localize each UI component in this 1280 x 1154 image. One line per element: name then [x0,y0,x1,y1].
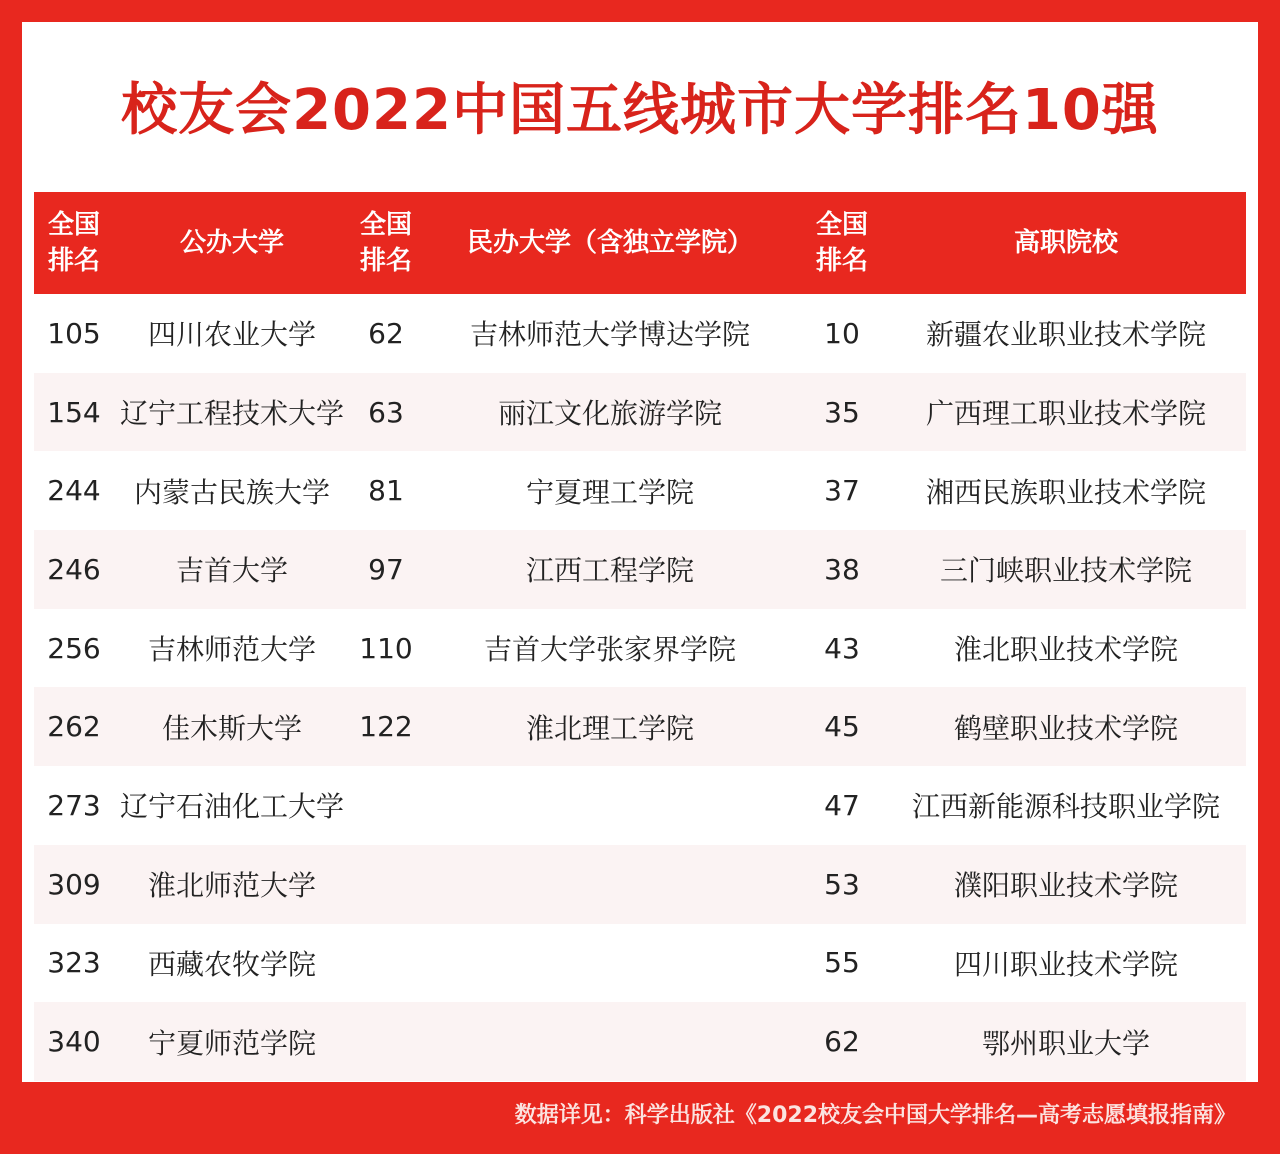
rank-vocational-cell: 47 [824,788,860,822]
rank-private-cell: 62 [368,316,404,350]
ranking-table [34,192,1246,1081]
source-footer: 数据详见：科学出版社《2022校友会中国大学排名—高考志愿填报指南》 [514,1103,1236,1128]
rank-public-cell: 154 [34,373,114,452]
vocational-college-cell: 江西新能源科技职业学院 [911,790,1220,824]
rank-private-cell: 63 [350,373,422,452]
rank-private-cell: 122 [350,687,422,766]
public-university-cell: 西藏农牧学院 [147,947,316,981]
rank-vocational-cell: 10 [824,316,860,350]
private-university-cell: 江西工程学院 [422,530,798,609]
private-university-cell [422,924,798,1003]
private-university-cell: 丽江文化旅游学院 [422,373,798,452]
table-row [34,609,1246,688]
public-university-cell: 辽宁工程技术大学 [114,373,350,452]
vocational-college-cell: 广西理工职业技术学院 [886,373,1246,452]
header-row [34,192,1246,294]
rank-vocational-cell: 55 [824,946,860,980]
rank-private-cell: 97 [350,530,422,609]
header-national-rank-private: 全国 排名 [350,192,422,294]
rank-vocational-cell: 38 [798,530,886,609]
table-row [34,1002,1246,1081]
rank-public-cell: 105 [47,316,101,350]
private-university-cell [422,845,798,924]
rank-public-cell: 273 [47,788,101,822]
vocational-college-cell: 三门峡职业技术学院 [886,530,1246,609]
rank-public-cell: 340 [34,1002,114,1081]
rank-public-cell: 256 [47,631,101,665]
public-university-cell: 内蒙古民族大学 [133,475,330,509]
public-university-cell: 吉林师范大学 [147,633,316,667]
rank-public-cell: 244 [47,474,101,508]
table-row [34,766,1246,845]
rank-private-cell: 81 [368,474,404,508]
private-university-cell [422,1002,798,1081]
public-university-cell: 淮北师范大学 [114,845,350,924]
vocational-college-cell: 四川职业技术学院 [953,947,1178,981]
rank-private-cell [350,845,422,924]
rank-vocational-cell: 45 [798,687,886,766]
vocational-college-cell: 鄂州职业大学 [886,1002,1246,1081]
rank-private-cell: 110 [359,631,413,665]
header-public-university: 公办大学 [114,192,350,294]
rank-public-cell: 309 [34,845,114,924]
rank-public-cell: 323 [47,946,101,980]
private-university-cell: 吉首大学张家界学院 [483,633,736,667]
private-university-cell: 淮北理工学院 [422,687,798,766]
rank-public-cell: 246 [34,530,114,609]
public-university-cell: 佳木斯大学 [114,687,350,766]
header-vocational-college: 高职院校 [886,192,1246,294]
public-university-cell: 四川农业大学 [147,318,316,352]
table-row [34,530,1246,609]
vocational-college-cell: 新疆农业职业技术学院 [925,318,1206,352]
table-row [34,373,1246,452]
ranking-card [22,22,1258,1082]
table-row [34,451,1246,530]
private-university-cell: 宁夏理工学院 [525,475,694,509]
public-university-cell: 辽宁石油化工大学 [119,790,344,824]
public-university-cell: 宁夏师范学院 [114,1002,350,1081]
vocational-college-cell: 濮阳职业技术学院 [886,845,1246,924]
private-university-cell: 吉林师范大学博达学院 [469,318,750,352]
rank-private-cell [350,766,422,845]
table-row [34,924,1246,1003]
header-national-rank-public: 全国 排名 [34,192,114,294]
rank-vocational-cell: 62 [798,1002,886,1081]
rank-vocational-cell: 53 [798,845,886,924]
rank-vocational-cell: 37 [824,474,860,508]
table-row [34,294,1246,373]
rank-private-cell [350,1002,422,1081]
vocational-college-cell: 鹤壁职业技术学院 [886,687,1246,766]
table-row [34,845,1246,924]
vocational-college-cell: 湘西民族职业技术学院 [925,475,1206,509]
vocational-college-cell: 淮北职业技术学院 [953,633,1178,667]
page-title: 校友会2022中国五线城市大学排名10强 [121,78,1159,143]
table-row [34,687,1246,766]
private-university-cell [422,766,798,845]
public-university-cell: 吉首大学 [114,530,350,609]
rank-vocational-cell: 43 [824,631,860,665]
header-private-university: 民办大学（含独立学院） [422,192,798,294]
rank-public-cell: 262 [34,687,114,766]
header-national-rank-vocational: 全国 排名 [798,192,886,294]
rank-vocational-cell: 35 [798,373,886,452]
rank-private-cell [350,924,422,1003]
